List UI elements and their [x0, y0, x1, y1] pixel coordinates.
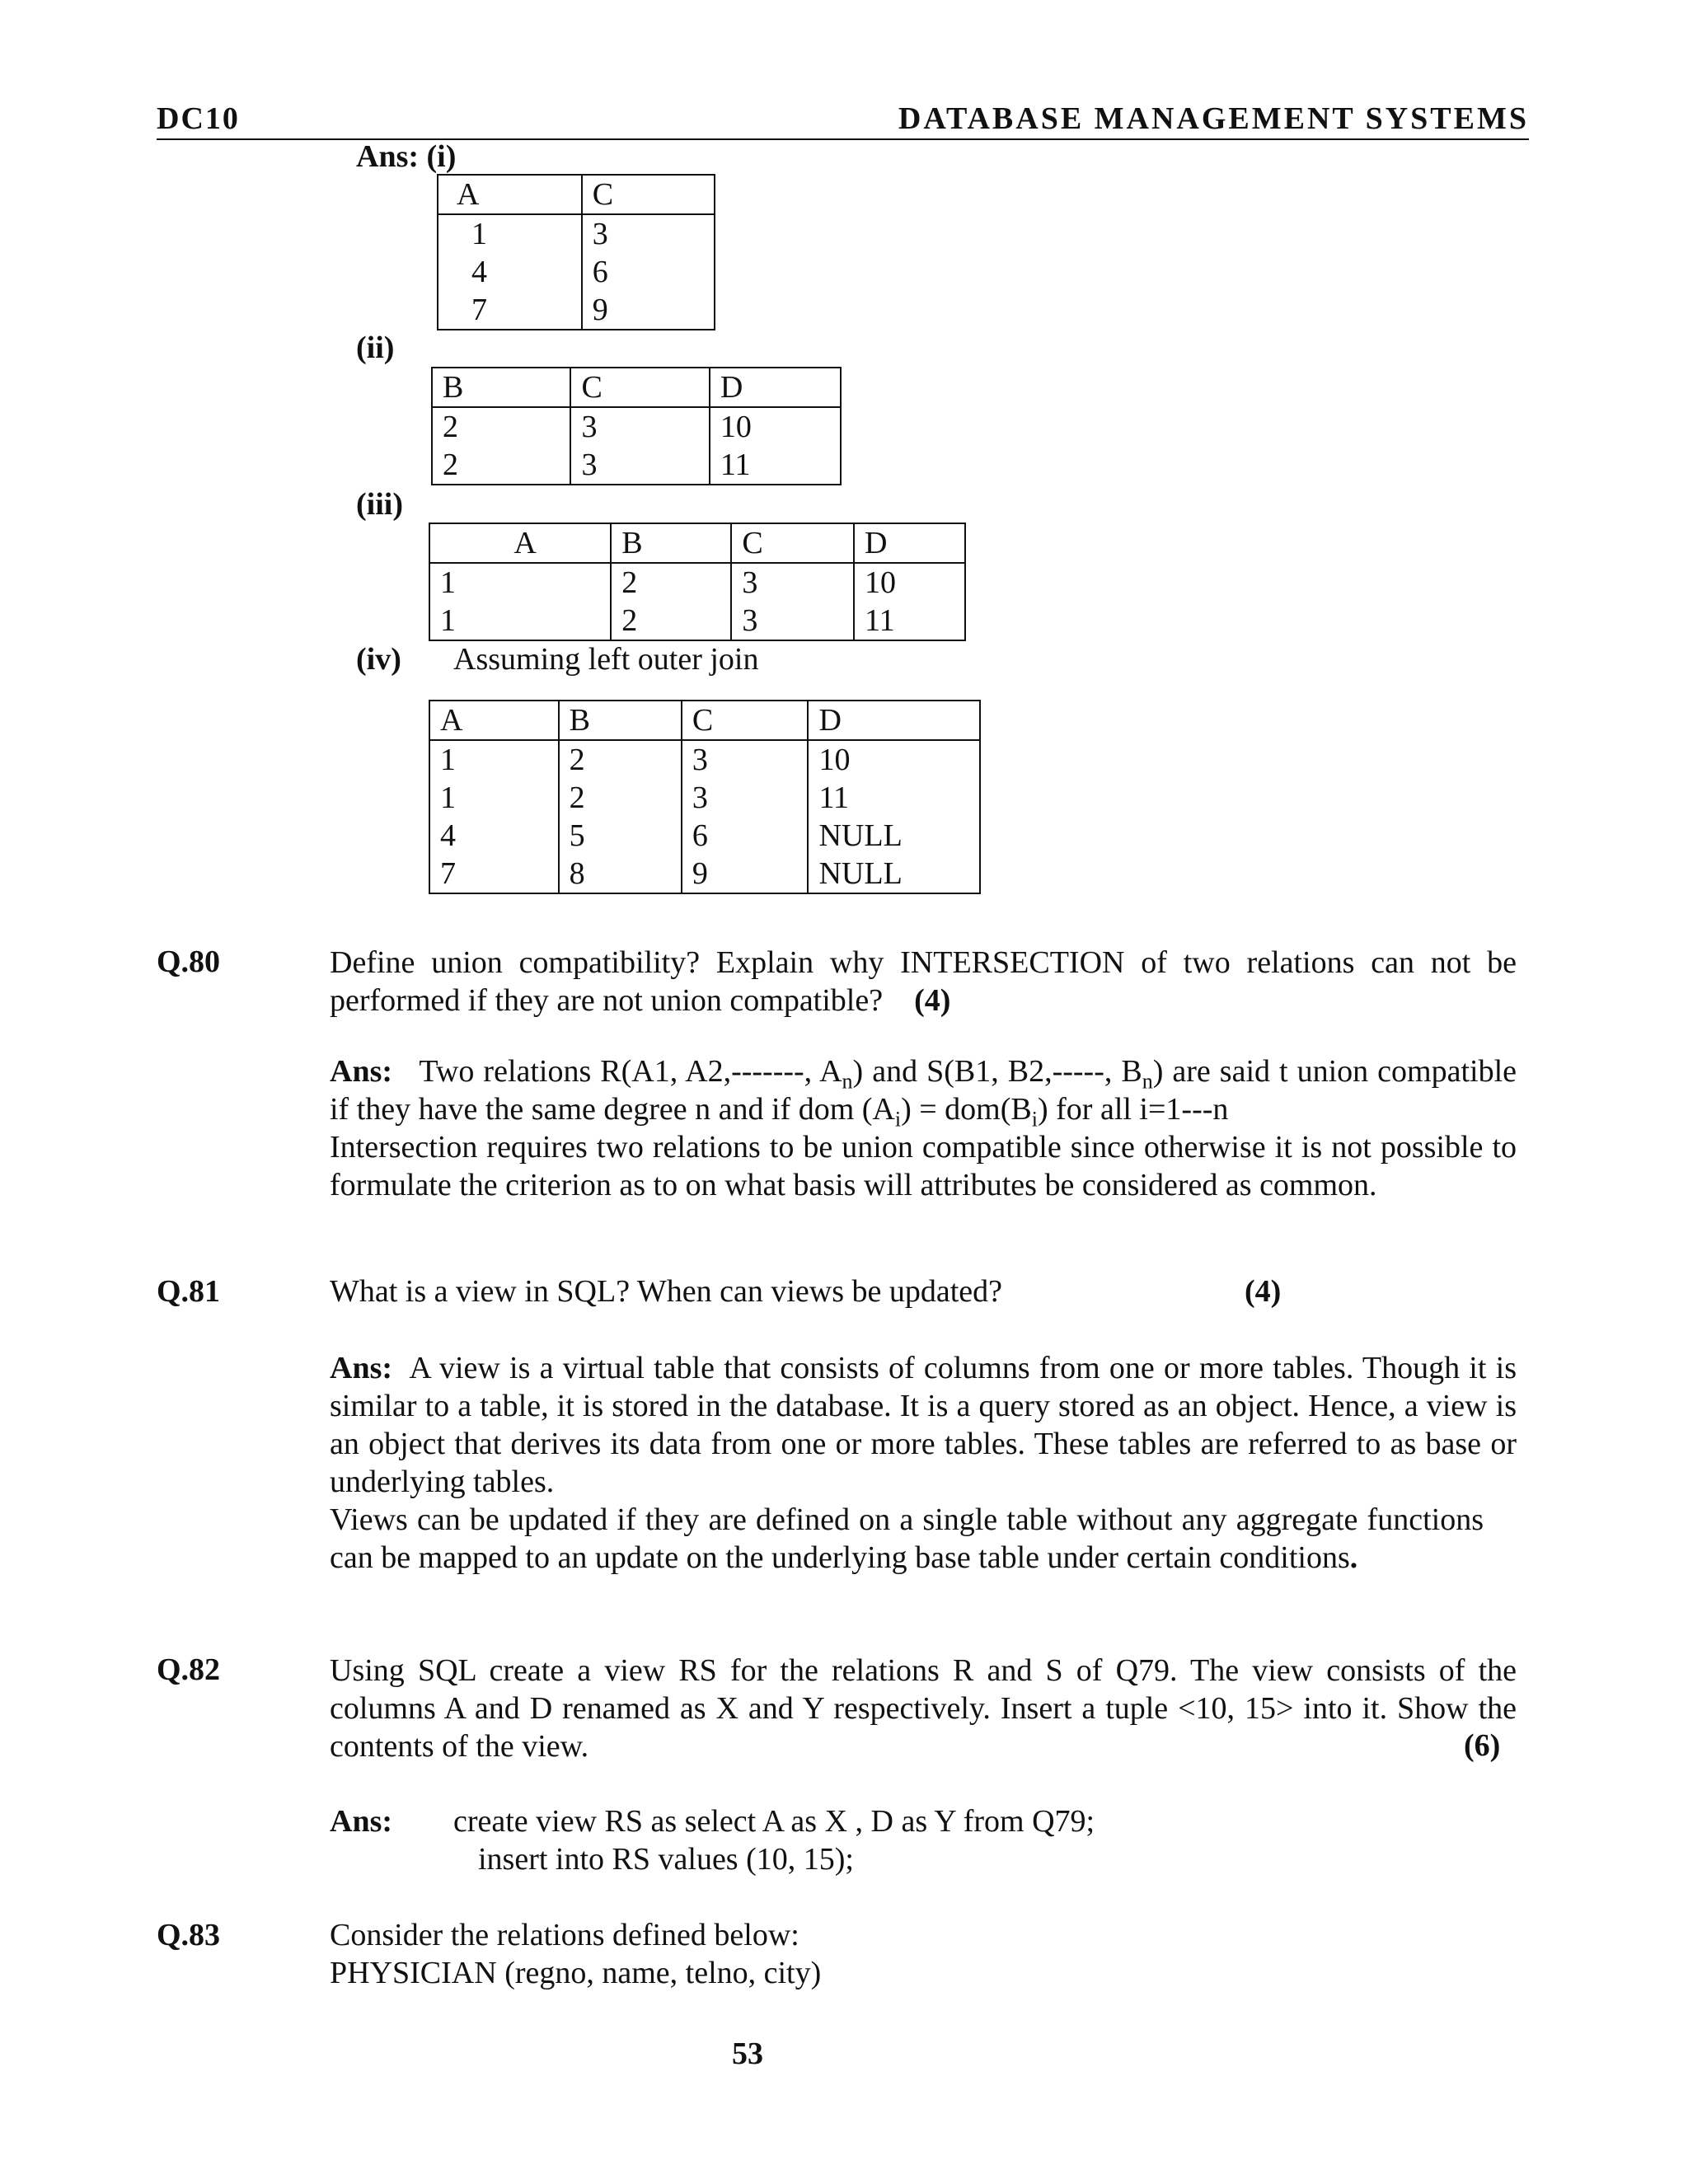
column-header: C — [731, 523, 854, 563]
table-cell: 2 — [559, 779, 682, 817]
q80-ans-text-b: ) and S(B1, B2,-----, B — [852, 1054, 1142, 1089]
q80-ans-text-c: ) are said t union compatible if they have the same degree n and if dom (A — [330, 1054, 1517, 1127]
q80-ans-text-a: Two relations R(A1, A2,-------, A — [419, 1054, 842, 1089]
q81-ans-p2-text: Views can be updated if they are defined on a single table without any aggregate functions can be mapped to an update on the underlying base table under certain conditions — [330, 1502, 1484, 1575]
q80-marks: (4) — [914, 983, 951, 1018]
q83-line-1: Consider the relations defined below: — [330, 1918, 799, 1952]
table-row — [429, 855, 980, 893]
page-number: 53 — [732, 2036, 763, 2071]
table-cell: NULL — [808, 817, 980, 855]
q80-answer-p1 — [330, 1052, 1517, 1132]
relation-table-ii — [431, 367, 842, 485]
q83-line-2: PHYSICIAN (regno, name, telno, city) — [330, 1956, 822, 1990]
relation-table-iii — [429, 523, 966, 641]
column-header: A — [438, 175, 582, 214]
table-cell: 3 — [570, 446, 709, 485]
table-row — [432, 446, 841, 485]
table-cell: 1 — [429, 602, 611, 640]
column-header: D — [808, 701, 980, 740]
part-iii-label: (iii) — [356, 487, 403, 522]
q82-code-line-1: create view RS as select A as X , D as Y from Q79; — [453, 1804, 1095, 1839]
table-header-row — [429, 701, 980, 740]
q81-answer-p2 — [330, 1501, 1484, 1577]
relation-table-iv — [429, 700, 981, 894]
q80-sub-i1: i — [894, 1107, 902, 1132]
table-cell: 10 — [808, 740, 980, 779]
column-header: B — [559, 701, 682, 740]
part-iv-note: Assuming left outer join — [453, 642, 759, 677]
table-cell: 7 — [429, 855, 559, 893]
q80-ans-text-e: ) for all i=1---n — [1037, 1092, 1229, 1127]
column-header: D — [854, 523, 965, 563]
table-cell: 2 — [559, 740, 682, 779]
table-cell: 8 — [559, 855, 682, 893]
q81-number: Q.81 — [157, 1274, 221, 1309]
table-cell: 4 — [438, 253, 582, 291]
table-row — [429, 740, 980, 779]
table-cell: 9 — [682, 855, 809, 893]
table-cell: 11 — [710, 446, 841, 485]
q81-ans-p2-end: . — [1349, 1540, 1358, 1575]
column-header: D — [710, 368, 841, 407]
column-header: B — [611, 523, 731, 563]
table-cell: NULL — [808, 855, 980, 893]
q81-ans-text: A view is a virtual table that consists of columns from one or more tables. Though it is similar to a table, it is stored in the database. It is a query stored as an object. Hence, a view is an object that derives its data from one or more tables. These tables are referred to as base or underlying tables. — [330, 1351, 1517, 1499]
table-row — [438, 291, 715, 330]
table-cell: 3 — [570, 407, 709, 446]
column-header: A — [429, 523, 611, 563]
q82-ans-label: Ans: — [330, 1804, 393, 1839]
table-cell: 9 — [582, 291, 715, 330]
part-i-label: (i) — [426, 139, 457, 174]
column-header: C — [570, 368, 709, 407]
table-cell: 5 — [559, 817, 682, 855]
q80-sub-n1: n — [842, 1069, 853, 1094]
table-cell: 11 — [808, 779, 980, 817]
q80-ans-text-d: ) = dom(B — [901, 1092, 1032, 1127]
q80-number: Q.80 — [157, 944, 221, 979]
table-cell: 2 — [611, 563, 731, 602]
q81-answer-p1 — [330, 1349, 1517, 1501]
table-cell: 1 — [438, 214, 582, 253]
q80-answer-p2: Intersection requires two relations to be union compatible since otherwise it is not possible to formulate the criterion as to on what basis will attributes be considered as common. — [330, 1130, 1517, 1202]
q83-number: Q.83 — [157, 1918, 221, 1952]
column-header: A — [429, 701, 559, 740]
table-cell: 6 — [582, 253, 715, 291]
column-header: C — [582, 175, 715, 214]
table-header-row — [429, 523, 965, 563]
table-cell: 4 — [429, 817, 559, 855]
q81-ans-label: Ans: — [330, 1351, 393, 1385]
table-cell: 7 — [438, 291, 582, 330]
table-row — [438, 214, 715, 253]
table-cell: 6 — [682, 817, 809, 855]
table-cell: 11 — [854, 602, 965, 640]
table-cell: 2 — [432, 446, 570, 485]
table-cell: 2 — [611, 602, 731, 640]
table-row — [429, 602, 965, 640]
page-header — [157, 97, 1529, 140]
table-cell: 2 — [432, 407, 570, 446]
table-cell: 10 — [710, 407, 841, 446]
table-row — [438, 253, 715, 291]
table-cell: 1 — [429, 779, 559, 817]
q81-marks: (4) — [1245, 1274, 1282, 1309]
table-cell: 10 — [854, 563, 965, 602]
course-title: DATABASE MANAGEMENT SYSTEMS — [898, 101, 1529, 136]
q82-code-line-2: insert into RS values (10, 15); — [478, 1842, 854, 1877]
q80-question-text: Define union compatibility? Explain why INTERSECTION of two relations can not be performed if they are not union compatible? — [330, 945, 1517, 1018]
q82-marks: (6) — [1464, 1728, 1501, 1763]
q80-sub-i2: i — [1031, 1107, 1038, 1132]
table-cell: 3 — [731, 563, 854, 602]
q80-ans-label: Ans: — [330, 1054, 393, 1089]
table-row — [429, 779, 980, 817]
table-header-row — [432, 368, 841, 407]
ans79-label: Ans: — [356, 139, 420, 174]
q82-question: Using SQL create a view RS for the relations R and S of Q79. The view consists of the columns A and D renamed as X and Y respectively. Insert a tuple <10, 15> into it. Show the contents of the view. — [330, 1653, 1517, 1764]
q82-number: Q.82 — [157, 1652, 221, 1687]
column-header: C — [682, 701, 809, 740]
column-header: B — [432, 368, 570, 407]
ans79-label-line — [356, 138, 456, 175]
q80-sub-n2: n — [1142, 1069, 1153, 1094]
table-cell: 3 — [682, 779, 809, 817]
table-cell: 3 — [682, 740, 809, 779]
part-iv-label: (iv) — [356, 642, 401, 677]
q81-question: What is a view in SQL? When can views be updated? — [330, 1274, 1003, 1309]
course-code: DC10 — [157, 101, 240, 136]
table-header-row — [438, 175, 715, 214]
table-cell: 1 — [429, 563, 611, 602]
part-ii-label: (ii) — [356, 330, 395, 365]
table-cell: 3 — [582, 214, 715, 253]
table-cell: 1 — [429, 740, 559, 779]
table-row — [429, 563, 965, 602]
table-row — [432, 407, 841, 446]
relation-table-i — [437, 174, 715, 330]
table-cell: 3 — [731, 602, 854, 640]
q80-question — [330, 944, 1517, 1019]
table-row — [429, 817, 980, 855]
